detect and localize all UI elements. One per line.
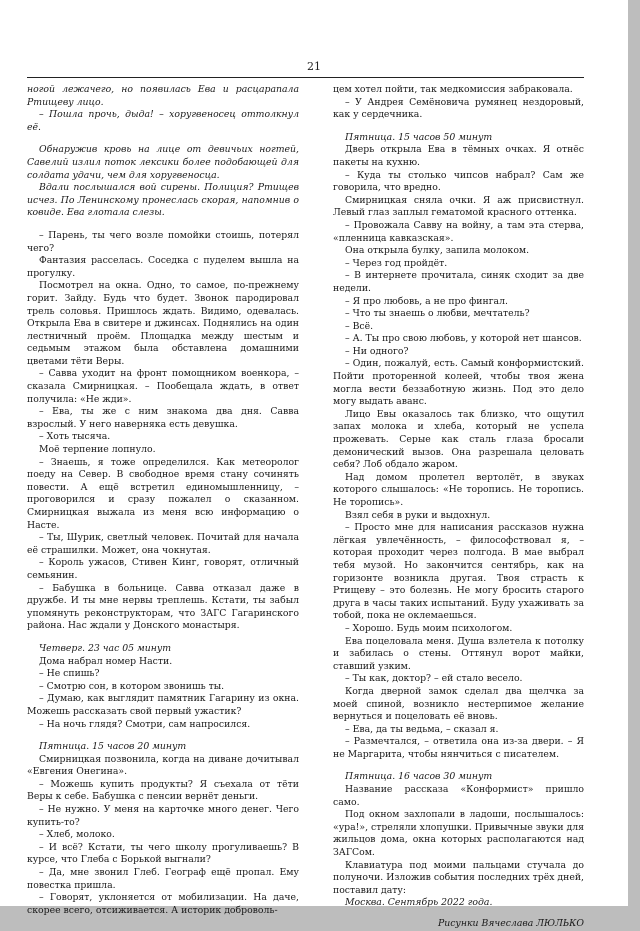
paragraph: Под окном захлопали в ладоши, послышалось: «ура!», стреляли хлопушки. Привычные звуки для жильцов дома, окна которых располагаются над ЗАГСом. bbox=[333, 809, 584, 859]
paragraph: Обнаружив кровь на лице от девичьих ногтей, Савелий излил поток лексики более подобающей для солдата удачи, чем для хоругвеносца. bbox=[27, 144, 299, 181]
paragraph: Название рассказа «Конформист» пришло само. bbox=[333, 784, 584, 808]
paragraph: Дома набрал номер Насти. bbox=[39, 655, 173, 667]
paragraph: – А. Ты про свою любовь, у которой нет шансов. bbox=[345, 333, 582, 345]
paragraph: – Парень, ты чего возле помойки стоишь, потерял чего? bbox=[27, 229, 299, 254]
paragraph: – Думаю, как выглядит памятник Гагарину из окна. Можешь рассказать свой первый ужастик? bbox=[27, 693, 299, 717]
paragraph: Фантазия расселась. Соседка с пуделем вышла на прогулку. bbox=[27, 255, 299, 279]
paragraph: – Ева, ты же с ним знакома два дня. Савва взрослый. У него наверняка есть девушка. bbox=[27, 406, 299, 430]
paragraph: – В интернете прочитала, синяк сходит за две недели. bbox=[333, 270, 584, 294]
paragraph: Ева поцеловала меня. Душа взлетела к потолку и забилась о стены. Оттянул ворот майки, ставший узким. bbox=[333, 635, 584, 672]
paragraph: – Размечтался, – ответила она из-за двери. – Я не Маргарита, чтобы нянчиться с писателем. bbox=[333, 736, 584, 760]
paragraph: – Ты, Шурик, светлый человек. Почитай для начала её страшилки. Может, она чокнутая. bbox=[27, 532, 299, 556]
paragraph: – Знаешь, я тоже определился. Как метеоролог поеду на Север. В свободное время стану сочинять повести. А ещё встретил единомышленницу, – проговорился и сразу пожалел о сказанном. Смирницкая выжала из меня всю информацию о Насте. bbox=[27, 456, 299, 531]
paragraph: цем хотел пойти, так медкомиссия забраковала. bbox=[333, 84, 573, 95]
paragraph: – Я про любовь, а не про фингал. bbox=[345, 295, 508, 307]
paragraph: – У Андрея Семёновича румянец нездоровый, как у сердечника. bbox=[333, 96, 584, 121]
paragraph: – Не нужно. У меня на карточке много денег. Чего купить-то? bbox=[27, 804, 299, 828]
paragraph: – Провожала Савву на войну, а там эта стерва, «пленница кавказская». bbox=[333, 219, 584, 244]
paragraph: Лицо Евы оказалось так близко, что ощутил запах молока и хлеба, который не успела прожевать. Серые как сталь глаза бросали демонический вызов. Она разрешала целовать себя? Лоб обдало жаром. bbox=[333, 408, 584, 471]
paragraph: Посмотрел на окна. Одно, то самое, по-прежнему горит. Зайду. Будь что будет. Звонок пародировал трель соловья. Пришлось ждать. Видимо, одевалась. Открыла Ева в свитере и джинсах. Поднялись на один лестничный проём. Площадка между шестым и седьмым этажом была обставлена домашними цветами тёти Веры. bbox=[27, 280, 299, 367]
paragraph: – Ни одного? bbox=[345, 345, 409, 357]
page-number: 21 bbox=[307, 60, 321, 73]
paragraph: ногой лежачего, но появилась Ева и расцарапала Ртищеву лицо. bbox=[27, 84, 299, 108]
paragraph: – Просто мне для написания рассказов нужна лёгкая увлечённость, – философствовал я, – которая проходит через полгода. В мае выбрал тебя музой. Но закончится сентябрь, как на горизонте возникла другая. Твоя страсть к Ртищеву – это болезнь. Не могу бросить старого друга в часы таких испытаний. Буду ухаживать за тобой, пока не оклемаешься. bbox=[333, 522, 584, 622]
paragraph: – И всё? Кстати, ты чего школу прогуливаешь? В курсе, что Глеба с Борькой выгнали? bbox=[27, 841, 299, 866]
illustration-credit: Рисунки Вячеслава ЛЮЛЬКО bbox=[437, 918, 584, 929]
section-heading: Пятница. 15 часов 50 минут bbox=[345, 131, 493, 143]
paragraph: – Бабушка в больнице. Савва отказал даже в дружбе. И ты мне нервы треплешь. Кстати, ты забыл упомянуть реконструкторам, что ЗАГС Гагаринского района. Нас ждали у Донского монастыря. bbox=[27, 582, 299, 632]
paragraph: – Хлеб, молоко. bbox=[39, 829, 115, 841]
paragraph: – Можешь купить продукты? Я съехала от тёти Веры к себе. Бабушка с пенсии вернёт деньги. bbox=[27, 778, 299, 803]
paragraph: Москва. Сентябрь 2022 года. bbox=[345, 897, 493, 909]
paragraph: – Савва уходит на фронт помощником военкора, – сказала Смирницкая. – Пообещала ждать, в ответ получила: «Не жди». bbox=[27, 368, 299, 405]
paragraph: – Ты как, доктор? – ей стало весело. bbox=[345, 673, 523, 685]
paragraph: – На ночь глядя? Смотри, сам напросился. bbox=[39, 718, 251, 730]
paragraph: Дверь открыла Ева в тёмных очках. Я отнёс пакеты на кухню. bbox=[333, 144, 584, 168]
paragraph: – Хоть тысяча. bbox=[39, 431, 111, 443]
paragraph: – Король ужасов, Стивен Кинг, говорят, отличный семьянин. bbox=[27, 557, 299, 581]
section-heading: Пятница. 15 часов 20 минут bbox=[39, 741, 187, 753]
paragraph-spacer bbox=[27, 134, 299, 144]
paragraph: – Хорошо. Будь моим психологом. bbox=[345, 622, 513, 634]
paragraph: – Ева, да ты ведьма, – сказал я. bbox=[345, 723, 499, 735]
paragraph: Смирницкая позвонила, когда на диване дочитывал «Евгения Онегина». bbox=[27, 753, 299, 778]
section-heading: Четверг. 23 час 05 минут bbox=[39, 642, 172, 654]
paragraph: – Смотрю сон, в котором звонишь ты. bbox=[39, 680, 225, 692]
paragraph-spacer bbox=[27, 220, 299, 230]
left-column bbox=[27, 84, 299, 917]
right-column bbox=[333, 84, 584, 931]
paragraph: – Говорят, уклоняется от мобилизации. На даче, скорее всего, отсиживается. А историк доброволь- bbox=[27, 892, 299, 916]
paragraph: – Не спишь? bbox=[39, 668, 100, 680]
paragraph: Взял себя в руки и выдохнул. bbox=[345, 509, 491, 521]
paragraph: Над домом пролетел вертолёт, в звуках которого слышалось: «Не торопись. Не торопись. Не торопись». bbox=[333, 471, 584, 508]
paragraph: Когда дверной замок сделал два щелчка за моей спиной, возникло нестерпимое желание вернуться и поцеловать её вновь. bbox=[333, 685, 584, 723]
paragraph: Смирницкая сняла очки. Я аж присвистнул. Левый глаз заплыл гематомой красного оттенка. bbox=[333, 194, 584, 219]
paragraph: Моё терпение лопнуло. bbox=[39, 444, 156, 456]
paragraph: – Куда ты столько чипсов набрал? Сам же говорила, что вредно. bbox=[333, 169, 584, 194]
paragraph: Вдали послышался вой сирены. Полиция? Ртищев исчез. По Ленинскому пронеслась скорая, напомнив о ковиде. Ева глотала слезы. bbox=[27, 182, 299, 219]
paragraph: – Всё. bbox=[345, 320, 374, 332]
paragraph: – Один, пожалуй, есть. Самый конформистский. Пойти проторенной колеей, чтобы твоя жена могла вести беззаботную жизнь. Под это дело могу выдать аванс. bbox=[333, 358, 584, 408]
paragraph: – Через год пройдёт. bbox=[345, 257, 448, 269]
paragraph: Она открыла булку, запила молоком. bbox=[345, 245, 530, 257]
paragraph: – Пошла прочь, дыда! – хоругвеносец оттолкнул её. bbox=[27, 109, 299, 133]
header-rule bbox=[27, 77, 584, 78]
paragraph: – Да, мне звонил Глеб. Географ ещё пропал. Ему повестка пришла. bbox=[27, 867, 299, 891]
paragraph: – Что ты знаешь о любви, мечтатель? bbox=[345, 308, 530, 320]
paragraph: Клавиатура под моими пальцами стучала до полуночи. Изложив события последних трёх дней, поставил дату: bbox=[333, 859, 584, 896]
section-heading: Пятница. 16 часов 30 минут bbox=[345, 771, 493, 783]
